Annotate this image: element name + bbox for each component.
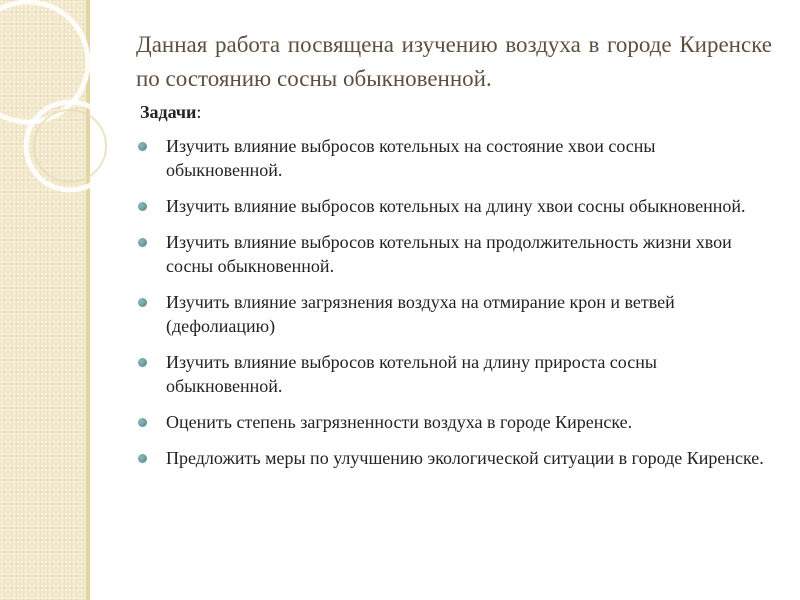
task-item-5 [136,350,776,398]
task-item-1 [136,134,776,182]
tasks-heading-colon: : [196,102,202,122]
decoration-ring-medium [26,102,114,190]
task-text: Изучить влияние выбросов котельных на продолжительность жизни хвои сосны обыкновенной. [166,232,732,276]
task-text: Изучить влияние выбросов котельной на длину прироста сосны обыкновенной. [166,352,657,396]
circles-decoration [0,0,140,260]
task-text: Оценить степень загрязненности воздуха в городе Киренске. [166,412,633,432]
task-item-2 [136,194,776,218]
tasks-heading [140,100,201,124]
task-text: Изучить влияние загрязнения воздуха на отмирание крон и ветвей (дефолиацию) [166,292,675,336]
task-item-4 [136,290,776,338]
task-item-6 [136,410,776,434]
task-item-7 [136,446,776,470]
slide-title: Данная работа посвящена изучению воздуха в городе Киренске по состоянию сосны обыкновенной. [136,32,772,91]
bullet-icon [138,358,147,367]
task-item-3 [136,230,776,278]
bullet-icon [138,418,147,427]
bullet-icon [138,202,147,211]
bullet-icon [138,454,147,463]
task-list [136,134,776,482]
bullet-icon [138,238,147,247]
bullet-icon [138,298,147,307]
decoration-ring-inner [34,110,106,182]
tasks-heading-label: Задачи [140,102,197,122]
task-text: Предложить меры по улучшению экологической ситуации в городе Киренске. [166,448,764,468]
task-text: Изучить влияние выбросов котельных на состояние хвои сосны обыкновенной. [166,136,656,180]
bullet-icon [138,142,147,151]
task-text: Изучить влияние выбросов котельных на длину хвои сосны обыкновенной. [166,196,746,216]
